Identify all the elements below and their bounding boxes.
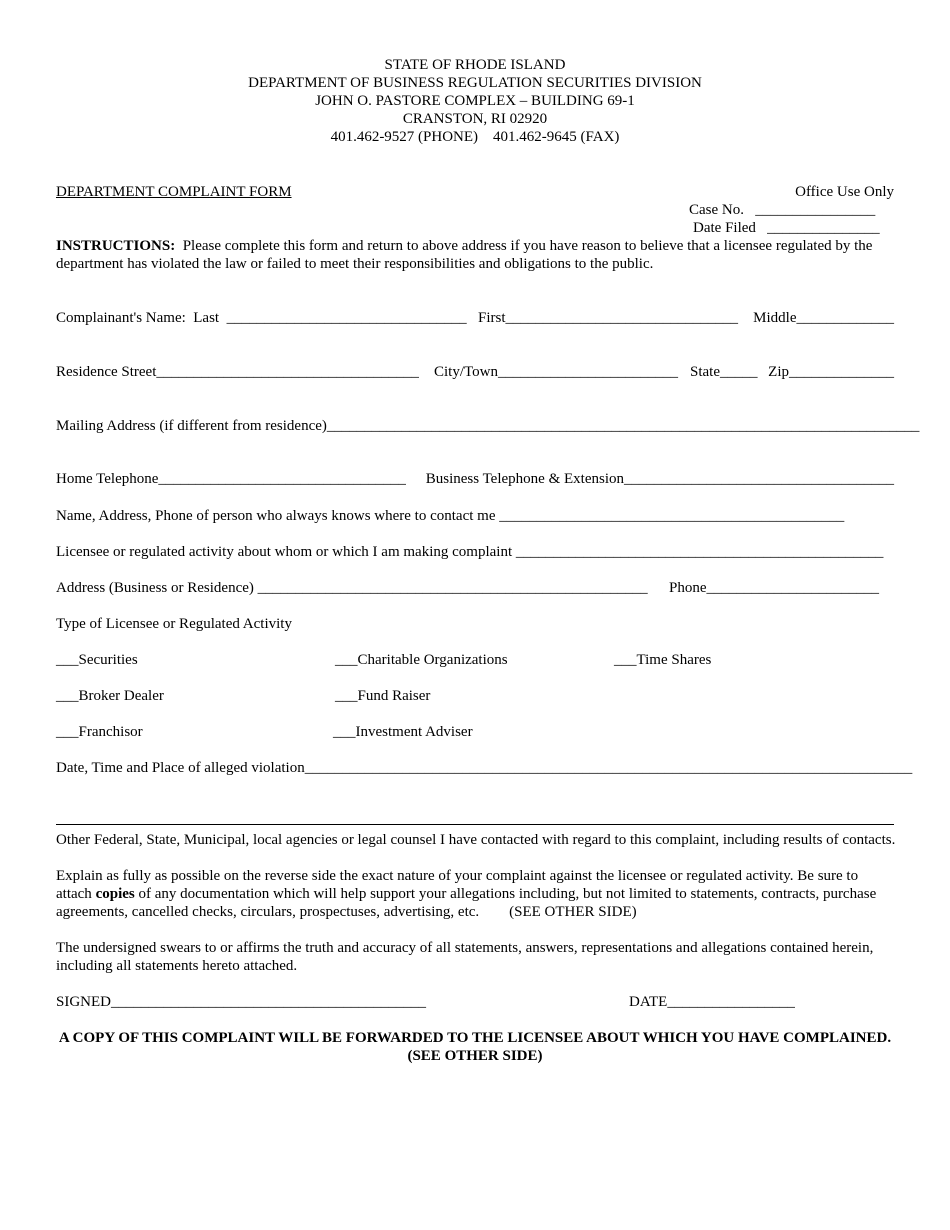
instructions-label: INSTRUCTIONS:: [56, 238, 176, 254]
option-securities[interactable]: ___Securities: [56, 652, 138, 668]
name-last-field[interactable]: Complainant's Name: Last ________________________________: [56, 310, 467, 326]
explain-copies: copies: [95, 886, 135, 902]
office-use-label: Office Use Only: [795, 184, 894, 200]
signature-date-field[interactable]: DATE_________________: [629, 994, 795, 1010]
residence-street-field[interactable]: Residence Street___________________________________: [56, 364, 419, 380]
name-middle-field[interactable]: Middle_____________: [753, 310, 894, 326]
form-title: DEPARTMENT COMPLAINT FORM: [56, 184, 292, 200]
header-state: STATE OF RHODE ISLAND: [384, 57, 566, 73]
signature-field[interactable]: SIGNED__________________________________________: [56, 994, 426, 1010]
option-broker-dealer[interactable]: ___Broker Dealer: [56, 688, 164, 704]
mailing-address-field[interactable]: Mailing Address (if different from residence)_______________________________________________________________________________: [56, 418, 920, 434]
violation-field[interactable]: Date, Time and Place of alleged violation_________________________________________________________________________________: [56, 760, 913, 776]
licensee-address-field[interactable]: Address (Business or Residence) ____________________________________________________: [56, 580, 648, 596]
forwarding-notice: A COPY OF THIS COMPLAINT WILL BE FORWARDED TO THE LICENSEE ABOUT WHICH YOU HAVE COMPLAINED.: [58, 1030, 892, 1046]
header-department: DEPARTMENT OF BUSINESS REGULATION SECURITIES DIVISION: [248, 75, 702, 91]
contact-person-field[interactable]: Name, Address, Phone of person who always knows where to contact me ______________________________________________: [56, 508, 845, 524]
header-phone-fax: 401.462-9527 (PHONE) 401.462-9645 (FAX): [330, 129, 620, 145]
explain-text-1: Explain as fully as possible on the reverse side the exact nature of your complaint against the licensee or regulated activity. Be sure to attach: [56, 868, 859, 902]
see-other-side-notice: (SEE OTHER SIDE): [407, 1048, 543, 1064]
header-city: CRANSTON, RI 02920: [402, 111, 548, 127]
name-first-field[interactable]: First_______________________________: [478, 310, 739, 326]
other-agencies-label: Other Federal, State, Municipal, local agencies or legal counsel I have contacted with regard to this complaint, including results of contacts.: [56, 832, 896, 848]
licensee-type-label: Type of Licensee or Regulated Activity: [56, 616, 292, 632]
city-town-field[interactable]: City/Town________________________: [434, 364, 678, 380]
agencies-entry-line[interactable]: [56, 824, 894, 825]
instructions: [56, 237, 894, 273]
affirmation-paragraph: The undersigned swears to or affirms the truth and accuracy of all statements, answers, representations and allegations contained herein, including all statements hereto attached.: [56, 940, 874, 974]
option-investment-adviser[interactable]: ___Investment Adviser: [333, 724, 473, 740]
case-no-field[interactable]: Case No. ________________: [689, 202, 876, 218]
option-time-shares[interactable]: ___Time Shares: [614, 652, 712, 668]
option-franchisor[interactable]: ___Franchisor: [56, 724, 143, 740]
agency-header: [0, 56, 950, 146]
business-telephone-field[interactable]: Business Telephone & Extension____________________________________: [425, 471, 894, 487]
option-fund-raiser[interactable]: ___Fund Raiser: [335, 688, 431, 704]
explain-text-2: of any documentation which will help support your allegations including, but not limited to statements, contracts, purchase agreements, cancelled checks, circulars, prospectuses, advertising, etc. (SEE OTHER SIDE): [56, 886, 880, 920]
date-filed-field[interactable]: Date Filed _______________: [693, 220, 880, 236]
licensee-field[interactable]: Licensee or regulated activity about whom or which I am making complaint _________________________________________________: [56, 544, 884, 560]
explain-paragraph: [56, 867, 894, 921]
home-telephone-field[interactable]: Home Telephone_________________________________: [56, 471, 406, 487]
licensee-phone-field[interactable]: Phone_______________________: [669, 580, 879, 596]
option-charitable-organizations[interactable]: ___Charitable Organizations: [335, 652, 508, 668]
zip-field[interactable]: Zip______________: [768, 364, 894, 380]
state-field[interactable]: State_____: [690, 364, 758, 380]
header-building: JOHN O. PASTORE COMPLEX – BUILDING 69-1: [315, 93, 635, 109]
instructions-text: Please complete this form and return to above address if you have reason to believe that a licensee regulated by the department has violated the law or failed to meet their responsibilities and obligations to the public.: [56, 238, 877, 272]
